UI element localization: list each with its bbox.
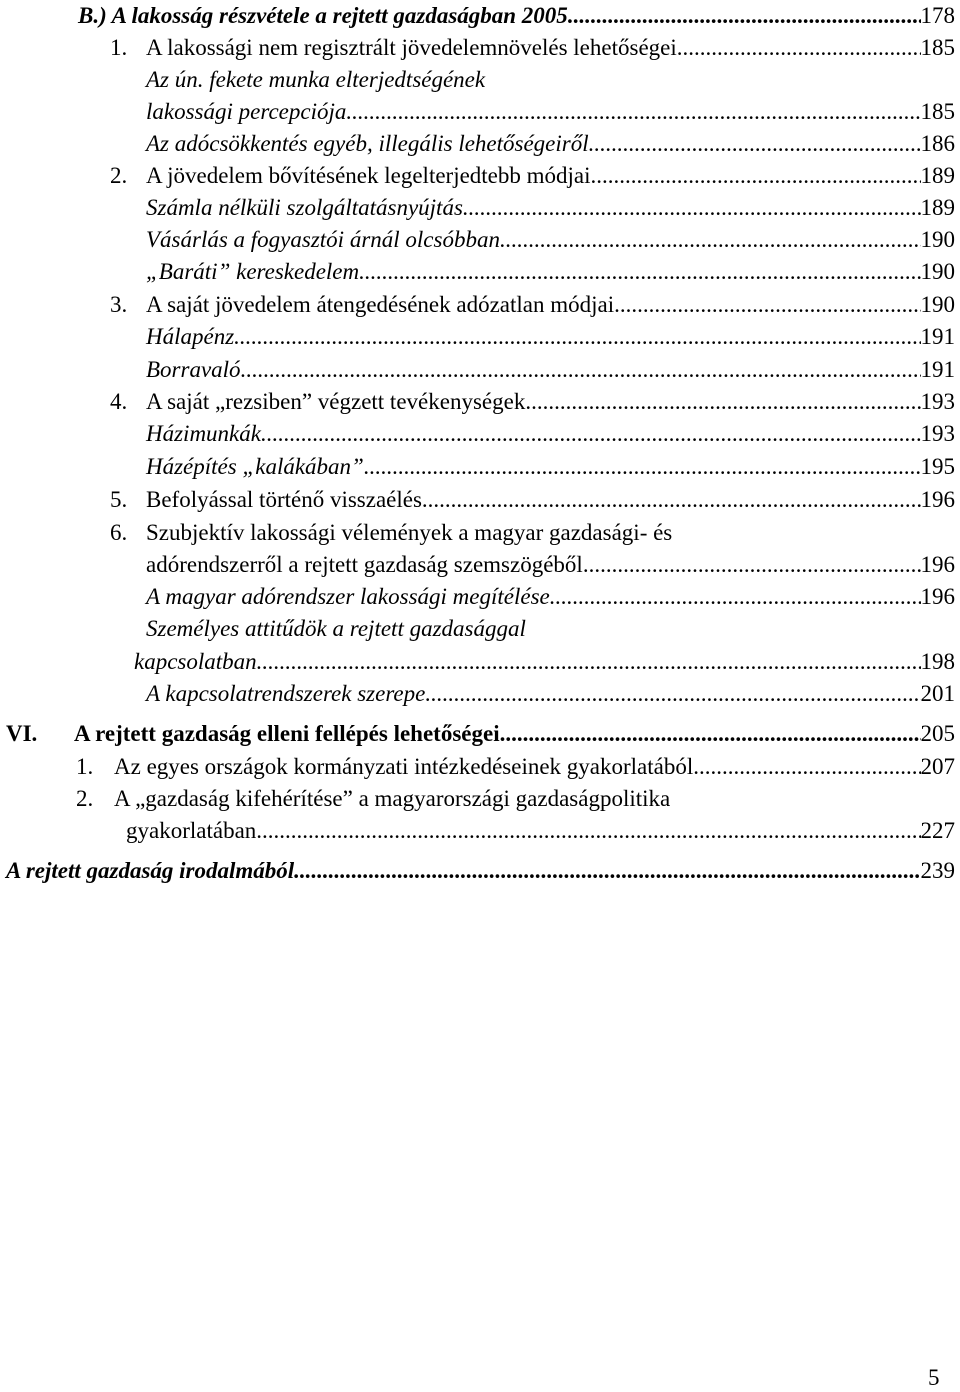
toc-entry-title: „Baráti” kereskedelem — [146, 259, 360, 284]
toc-entry-b-section[interactable] — [78, 0, 955, 32]
toc-entry-number: VI. — [6, 721, 38, 746]
toc-entry-number: 1. — [110, 35, 128, 60]
toc-entry-title: A kapcsolatrendszerek szerepe — [146, 681, 426, 706]
toc-page-number: 201 — [920, 681, 955, 706]
toc-entry-2-sub3[interactable] — [146, 256, 955, 288]
toc-leader-dots — [364, 451, 921, 483]
toc-page-number: 190 — [920, 292, 955, 317]
toc-leader-dots — [256, 815, 920, 847]
toc-entry-2[interactable] — [110, 160, 955, 192]
toc-entry-title: Vásárlás a fogyasztói árnál olcsóbban — [146, 227, 500, 252]
toc-leader-dots — [422, 484, 921, 516]
toc-entry-1-sub1-line1[interactable] — [146, 64, 955, 96]
toc-page-number: 185 — [920, 35, 955, 60]
toc-page-number: 196 — [920, 584, 955, 609]
toc-leader-dots — [614, 289, 920, 321]
toc-entry-6-sub2[interactable] — [134, 646, 955, 678]
toc-entry-title: A saját jövedelem átengedésének adózatlan módjai — [146, 292, 615, 317]
toc-page-number: 178 — [920, 3, 955, 28]
toc-entry-title: Az adócsökkentés egyéb, illegális lehetőségeiről — [146, 131, 589, 156]
toc-page-number: 190 — [920, 259, 955, 284]
toc-entry-6-sub1[interactable] — [146, 581, 955, 613]
toc-entry-5[interactable] — [110, 484, 955, 516]
toc-entry-title: Hálapénz — [146, 324, 235, 349]
toc-leader-dots — [500, 224, 921, 256]
toc-entry-title: A rejtett gazdaság irodalmából — [6, 858, 295, 883]
toc-entry-3[interactable] — [110, 289, 955, 321]
toc-entry-4[interactable] — [110, 386, 955, 418]
toc-entry-6-sub3[interactable] — [146, 678, 955, 710]
toc-entry-title: A magyar adórendszer lakossági megítélése — [146, 584, 550, 609]
toc-entry-4-sub2[interactable] — [146, 451, 955, 483]
toc-entry-title: A lakossági nem regisztrált jövedelemnövelés lehetőségei — [146, 35, 677, 60]
toc-entry-title: Borravaló — [146, 357, 241, 382]
toc-entry-title: lakossági percepciója — [146, 99, 347, 124]
toc-entry-6[interactable] — [146, 549, 955, 581]
toc-entry-title: A jövedelem bővítésének legelterjedtebb módjai — [146, 163, 591, 188]
toc-entry-title: kapcsolatban — [134, 649, 257, 674]
toc-entry-1-sub1[interactable] — [146, 96, 955, 128]
toc-page-number: 189 — [920, 163, 955, 188]
toc-leader-dots — [359, 256, 920, 288]
toc-leader-dots — [550, 581, 921, 613]
toc-leader-dots — [261, 418, 921, 450]
toc-leader-dots — [257, 646, 921, 678]
toc-leader-dots — [463, 192, 921, 224]
toc-leader-dots — [346, 96, 920, 128]
toc-entry-number: 6. — [110, 520, 128, 545]
toc-entry-title: Házépítés „kalákában” — [146, 454, 364, 479]
toc-entry-1[interactable] — [110, 32, 955, 64]
toc-entry-title: Személyes attitűdök a rejtett gazdasággal — [146, 616, 526, 641]
toc-leader-dots — [677, 32, 921, 64]
toc-page-number: 190 — [920, 227, 955, 252]
toc-entry-title: Számla nélküli szolgáltatásnyújtás — [146, 195, 463, 220]
toc-leader-dots — [234, 321, 920, 353]
toc-page-number: 239 — [920, 858, 955, 883]
toc-entry-title: A saját „rezsiben” végzett tevékenységek — [146, 389, 526, 414]
toc-leader-dots — [589, 128, 921, 160]
toc-entry-title: gyakorlatában — [126, 818, 257, 843]
toc-entry-title: A „gazdaság kifehérítése” a magyarországi gazdaságpolitika — [114, 786, 671, 811]
toc-entry-4-sub1[interactable] — [146, 418, 955, 450]
toc-leader-dots — [525, 386, 920, 418]
toc-leader-dots — [583, 549, 921, 581]
toc-entry-number: 3. — [110, 292, 128, 317]
toc-entry-number: 4. — [110, 389, 128, 414]
toc-entry-1-sub2[interactable] — [146, 128, 955, 160]
toc-entry-3-sub1[interactable] — [146, 321, 955, 353]
toc-entry-title: A rejtett gazdaság elleni fellépés lehetőségei — [74, 721, 500, 746]
toc-leader-dots — [425, 678, 920, 710]
toc-entry-number: 2. — [110, 163, 128, 188]
toc-page-number: 205 — [920, 721, 955, 746]
toc-entry-number: 5. — [110, 487, 128, 512]
toc-page-number: 227 — [920, 818, 955, 843]
toc-entry-title: B.) A lakosság részvétele a rejtett gazdaságban 2005 — [78, 3, 568, 28]
toc-entry-literature[interactable] — [6, 855, 955, 887]
toc-leader-dots — [241, 354, 921, 386]
toc-entry-vi-2[interactable] — [126, 815, 955, 847]
toc-leader-dots — [568, 0, 921, 32]
toc-page-number: 191 — [920, 357, 955, 382]
toc-leader-dots — [294, 855, 920, 887]
toc-entry-vi[interactable] — [6, 718, 955, 750]
toc-leader-dots — [693, 751, 920, 783]
toc-page-number: 196 — [920, 552, 955, 577]
toc-entry-number: 1. — [76, 754, 94, 779]
toc-entry-title: Befolyással történő visszaélés — [146, 487, 422, 512]
toc-page-number: 185 — [920, 99, 955, 124]
toc-entry-2-sub1[interactable] — [146, 192, 955, 224]
toc-leader-dots — [500, 718, 921, 750]
toc-page-number: 193 — [920, 421, 955, 446]
toc-leader-dots — [591, 160, 921, 192]
toc-page-number: 195 — [920, 454, 955, 479]
toc-entry-6-sub2-line1[interactable] — [146, 613, 955, 645]
toc-page-number: 189 — [920, 195, 955, 220]
toc-page-number: 196 — [920, 487, 955, 512]
toc-page-number: 193 — [920, 389, 955, 414]
toc-entry-number: 2. — [76, 786, 94, 811]
page-number: 5 — [928, 1365, 940, 1390]
toc-entry-title: Szubjektív lakossági vélemények a magyar gazdasági- és — [146, 520, 673, 545]
toc-entry-title: adórendszerről a rejtett gazdaság szemszögéből — [146, 552, 583, 577]
toc-entry-vi-2-line1[interactable] — [76, 783, 955, 815]
toc-entry-title: Az egyes országok kormányzati intézkedéseinek gyakorlatából — [114, 754, 694, 779]
toc-page-number: 186 — [920, 131, 955, 156]
toc-entry-6-line1[interactable] — [110, 517, 955, 549]
toc-entry-title: Az ún. fekete munka elterjedtségének — [146, 67, 486, 92]
toc-entry-vi-1[interactable] — [76, 751, 955, 783]
toc-entry-3-sub2[interactable] — [146, 354, 955, 386]
toc-page-number: 207 — [920, 754, 955, 779]
toc-entry-2-sub2[interactable] — [146, 224, 955, 256]
toc-page-number: 198 — [920, 649, 955, 674]
toc-entry-title: Házimunkák — [146, 421, 261, 446]
toc-page-number: 191 — [920, 324, 955, 349]
